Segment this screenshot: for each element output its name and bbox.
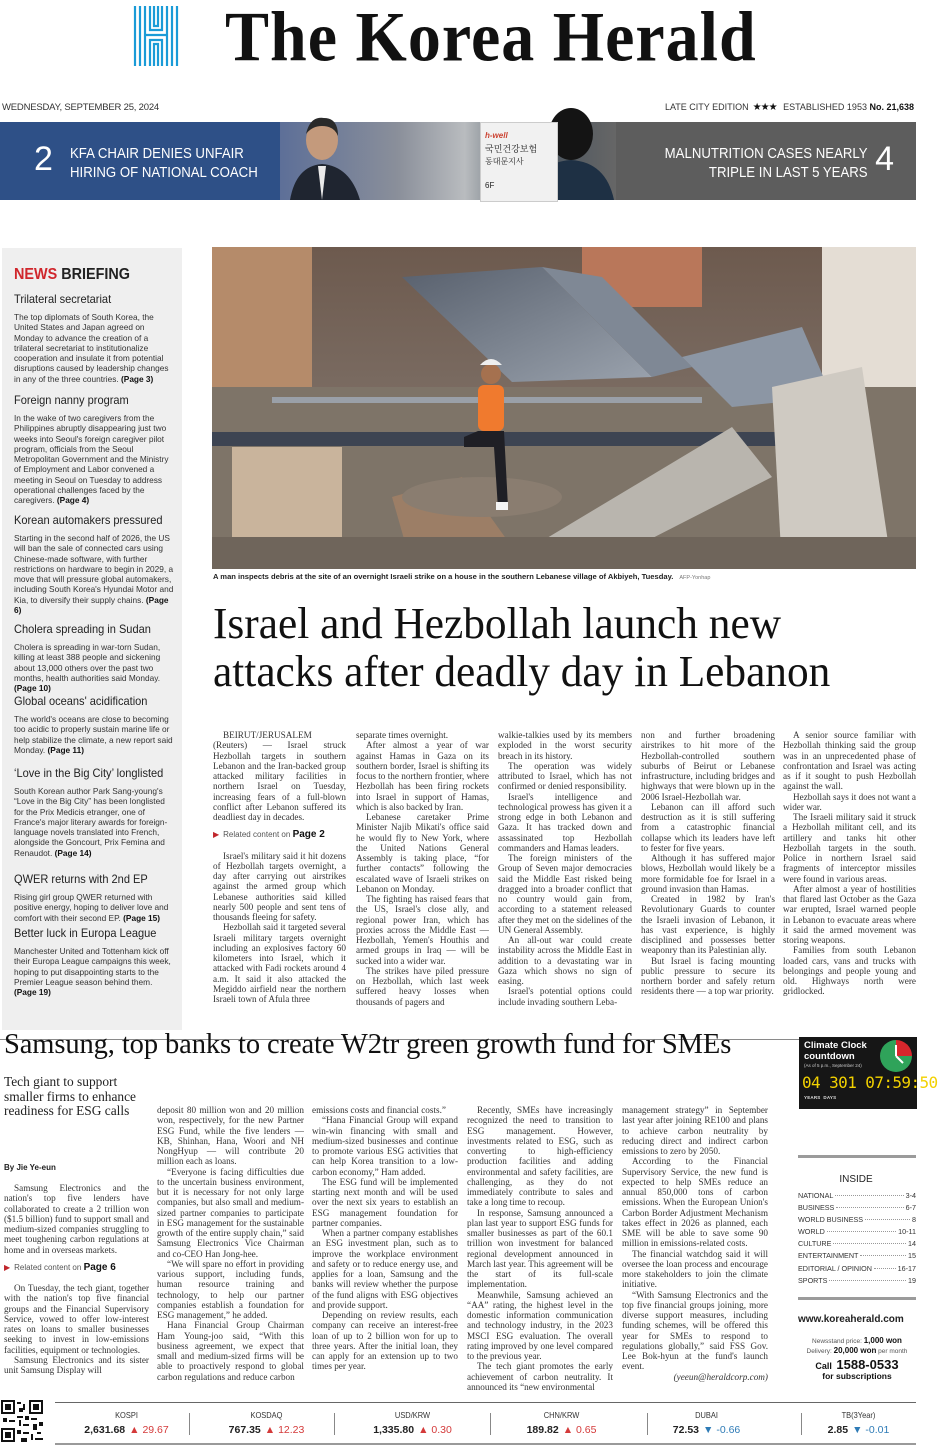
market-change: ▲ 0.65 xyxy=(562,1424,597,1436)
briefing-page-ref[interactable]: (Page 10) xyxy=(14,683,51,694)
paragraph: separate times overnight. xyxy=(356,730,449,740)
related-page: Page 2 xyxy=(292,829,325,841)
market-change: ▲ 29.67 xyxy=(129,1424,169,1436)
market-value: 72.53 xyxy=(672,1424,700,1436)
teaser-right[interactable] xyxy=(616,122,916,200)
briefing-item[interactable] xyxy=(14,694,174,755)
market-name: TB(3Year) xyxy=(841,1410,876,1420)
inside-title: INSIDE xyxy=(839,1174,873,1185)
paragraph: “Hana Financial Group will expand win-win financing with small and medium-sized businesses and continue to promote various ESG activities that can help Korea transition to a low-carbon economy,” Ham added. xyxy=(312,1115,458,1177)
paragraph: non and further broadening airstrikes to hit more of the Hezbollah-controlled southern suburbs of Beirut or Lebanese infrastructure, including bridges and highways that were blown up in the 2006 Israel-Hezbollah war. xyxy=(641,730,775,802)
second-story-column-5 xyxy=(622,1105,768,1382)
call-label: Call xyxy=(815,1361,832,1371)
briefing-title xyxy=(14,266,130,284)
teaser-line: HIRING OF NATIONAL COACH xyxy=(70,164,258,181)
teaser-page-number: 4 xyxy=(875,140,894,178)
briefing-item[interactable] xyxy=(14,872,174,923)
briefing-title-rest: BRIEFING xyxy=(61,266,131,283)
arrow-up-icon: ▲ xyxy=(562,1424,576,1436)
related-content-link[interactable] xyxy=(213,830,346,840)
edition-label: LATE CITY EDITION xyxy=(664,102,749,112)
market-item-dubai[interactable] xyxy=(635,1403,778,1443)
paragraph: Created in 1982 by Iran's Revolutionary Guards to counter the Israeli invasion of Lebanon, it has vast experience, is highly disciplined and possesses better weaponry than its Palestinian ally. xyxy=(641,894,775,956)
climate-clock-labels xyxy=(804,1095,836,1100)
official-photo-icon xyxy=(290,110,360,200)
second-story-column-1 xyxy=(4,1183,149,1375)
teaser-left[interactable] xyxy=(0,122,280,200)
climate-clock-widget xyxy=(799,1037,938,1109)
paragraph: The fighting has raised fears that the US, Israel's close ally, and regional power Iran, which has proxies across the Middle East — Hezbollah, Yemen's Houthis and armed groups in Iraq — will be sucked into a wider war. xyxy=(356,894,489,966)
paragraph: Meanwhile, Samsung achieved an “AA” rating, the highest level in the domestic information communication and technology industry, in the 2023 MSCI ESG evaluation. The overall rating improved by one level compared to the previous year. xyxy=(467,1289,613,1361)
market-ticker xyxy=(55,1402,916,1445)
paragraph: But Israel is facing mounting public pressure to secure its northern border and safely return residents there — a top war priority. xyxy=(641,955,775,997)
briefing-page-ref[interactable]: (Page 15) xyxy=(123,912,161,923)
byline: By Jie Ye-eun xyxy=(4,1163,56,1172)
paragraph: The foreign ministers of the Group of Seven major democracies said the Middle East risked being dragged into a broader conflict that no country would gain from, according to a statement released after they met on the sidelines of the UN General Assembly. xyxy=(498,853,632,935)
briefing-item[interactable] xyxy=(14,766,174,858)
briefing-item[interactable] xyxy=(14,292,174,384)
triangle-right-icon: ▶ xyxy=(213,830,220,840)
climate-clock-title: Climate Clock countdown xyxy=(804,1040,867,1062)
market-change: ▲ 12.23 xyxy=(264,1424,305,1436)
briefing-item-body: Manchester United and Tottenham kick off their Europa League campaigns this week, hoping to put disappointing starts to the Premier League season behind them. (Page 19) xyxy=(14,946,171,998)
related-prefix: Related content on xyxy=(223,830,291,840)
briefing-item-title[interactable]: Korean automakers pressured xyxy=(14,513,163,527)
qr-code-icon[interactable] xyxy=(1,1400,43,1442)
paragraph: Israel's military said it hit dozens of Hezbollah targets overnight, a day after carrying out airstrikes against the armed group which Lebanese authorities said killed nearly 500 people and sent tens of thousands fleeing for safety. xyxy=(213,850,346,922)
briefing-item-title[interactable]: ‘Love in the Big City’ longlisted xyxy=(14,766,164,780)
paragraph: In response, Samsung announced a plan last year to support ESG funds for smaller businesses as part of the 60.1 trillion won investment for balanced regional development announced in March last year. This agreement will be the start of its full-scale implementation. xyxy=(467,1207,613,1290)
call-suffix: for subscriptions xyxy=(822,1371,892,1381)
paragraph: A senior source familiar with Hezbollah thinking said the group was in an unprecedented phase of confrontation and Israel was acting as if it sought to push Hezbollah against the wall. xyxy=(783,730,916,792)
market-change: ▲ 0.30 xyxy=(418,1424,452,1436)
author-email[interactable]: (yeeun@heraldcorp.com) xyxy=(673,1371,768,1382)
ticker-separator xyxy=(189,1413,190,1435)
paragraph: Israel's intelligence and technological prowess has given it a strong edge in both Lebanon and Gaza. It has tracked down and assassinated top Hezbollah commanders and Hamas leaders. xyxy=(498,791,632,853)
issue-number: No. 21,638 xyxy=(869,102,914,112)
masthead-title[interactable]: The Korea Herald xyxy=(225,0,757,77)
paragraph: “Everyone is facing difficulties due to the uncertain business environment, but it is necessary for not only large companies, but also small and medium-sized partner companies to participate in ESG management for the sustainable growth of the entire supply chain,” said Samsung Electronics Vice Chairman and co-CEO Han Jong-hee. xyxy=(157,1166,304,1259)
edition-info xyxy=(665,102,914,113)
paragraph: When a partner company establishes an ESG investment plan, such as to improve the workplace environment and safety or to reduce energy use, and applies for a loan, Samsung and the banks will review whether the purpose of the fund aligns with ESG objectives and provide support. xyxy=(312,1228,458,1310)
arrow-down-icon: ▼ xyxy=(852,1424,866,1436)
edition-stars: ★★★ xyxy=(752,102,777,113)
paragraph: The strikes have piled pressure on Hezbollah, which last week suffered heavy losses when thousands of pagers and xyxy=(356,965,489,1007)
market-item-kospi[interactable] xyxy=(55,1403,198,1443)
lead-story-column-1 xyxy=(213,730,346,1004)
paragraph: walkie-talkies used by its members exploded in the worst security breach in its history. xyxy=(498,730,632,761)
teaser-line: MALNUTRITION CASES NEARLY xyxy=(665,145,868,162)
paragraph: Samsung Electronics and the nation's top five lenders have collaborated to create a 2 trillion won ($1.5 billion) fund to support small and medium-sized companies struggling to meet toughening carbon regulations at home and in overseas markets. xyxy=(4,1183,149,1255)
briefing-item[interactable] xyxy=(14,926,174,997)
paragraph: Lebanese caretaker Prime Minister Najib Mikati's office said he would fly to New York, where the United Nations General Assembly is taking place, “for further contacts” following the escalated wave of Israeli strikes on Lebanon on Monday. xyxy=(356,812,489,894)
briefing-page-ref[interactable]: (Page 19) xyxy=(14,987,51,998)
paragraph: deposit 80 million won and 20 million won, respectively, for the new Partner ESG Fund, while the five lenders — KB, Shinhan, Hana, Woori and NH NongHyup — will contribute 20 million each as loans. xyxy=(157,1105,304,1167)
lead-story-column-3 xyxy=(498,730,632,1007)
briefing-item-body: Starting in the second half of 2026, the US will ban the sale of connected cars using Chinese-made software, with further restrictions on hardware to begin in 2029, a move that will pressure global automakers, including South Korea's Hyundai Motor and Kia, to diversify their supply chains. (Page 6) xyxy=(14,533,174,616)
teaser-line: KFA CHAIR DENIES UNFAIR xyxy=(70,145,244,162)
related-prefix: Related content on xyxy=(14,1262,82,1272)
briefing-page-ref[interactable]: (Page 4) xyxy=(56,495,90,506)
inside-row[interactable]: CULTURE 14 xyxy=(798,1239,916,1249)
paragraph: “We will spare no effort in providing various support, including funds, human resource training and technology, to help our partner companies establish a foundation for ESG management,” he added. xyxy=(157,1258,304,1320)
briefing-item-body: In the wake of two caregivers from the Philippines abruptly disappearing just two weeks into Seoul's foreign caregiver pilot program, officials from the Seoul Metropolitan Government and the Ministry of Employment and Labor convened a meeting in Seoul on Tuesday to address operational challenges faced by the caregivers. (Page 4) xyxy=(14,413,169,506)
arrow-up-icon: ▲ xyxy=(418,1424,432,1436)
related-page: Page 6 xyxy=(83,1261,116,1273)
briefing-item-body: Rising girl group QWER returned with positive energy, hoping to deliver love and comfort with their second EP. (Page 15) xyxy=(14,892,169,923)
paragraph: Lebanon can ill afford such destruction as it is still suffering from a catastrophic financial collapse which its leaders have left to fester for five years. xyxy=(641,801,775,853)
briefing-item-title[interactable]: Cholera spreading in Sudan xyxy=(14,622,151,636)
paragraph: Hezbollah says it does not want a wider war. xyxy=(783,791,916,812)
paragraph: Depending on review results, each company can receive an interest-free loan of up to 2 billion won for up to three years. After the initial loan, they can apply for an extension up to two times per year. xyxy=(312,1310,458,1372)
inside-row[interactable]: NATIONAL 3-4 xyxy=(798,1191,916,1200)
teaser-band xyxy=(0,122,916,200)
lead-photo[interactable] xyxy=(212,247,916,569)
market-name: KOSPI xyxy=(115,1410,138,1420)
arrow-up-icon: ▲ xyxy=(129,1424,143,1436)
briefing-item-body: South Korean author Park Sang-young's “Love in the Big City” has been longlisted for the Prix Medicis etranger, one of France's major literary awards for foreign-language novels translated into French, alongside the Goncourt, Prix Femina and Renaudot. (Page 14) xyxy=(14,786,168,858)
inside-row[interactable]: BUSINESS 6-7 xyxy=(798,1203,916,1213)
briefing-item[interactable] xyxy=(14,513,174,615)
market-value: 2.85 xyxy=(827,1424,849,1436)
paragraph: Hana Financial Group Chairman Ham Young-joo said, “With this business agreement, we expect that small and medium-sized firms will be able to proactively respond to global carbon regulations and reduce carbon xyxy=(157,1320,304,1382)
paragraph: Samsung Electronics and its sister unit Samsung Display will xyxy=(4,1354,149,1375)
second-deck: Tech giant to support smaller firms to enhance readiness for ESG calls xyxy=(4,1074,136,1118)
rubble-photo-icon xyxy=(212,247,916,569)
briefing-item-body: Cholera is spreading in war-torn Sudan, killing at least 388 people and sickening about 13,000 others over the past two months, health authorities said Monday. (Page 10) xyxy=(14,642,161,694)
paragraph: Recently, SMEs have increasingly recognized the need to transition to ESG management. However, investments related to ESG, such as converting to high-efficiency production facilities and adding environmental and safety facilities, are challenging, as they do not immediately contribute to sales and take a long time to recoup. xyxy=(467,1105,613,1208)
teaser-photo-strip xyxy=(280,122,616,200)
clock-years: 04 xyxy=(802,1073,821,1092)
second-story-column-4 xyxy=(467,1105,613,1392)
market-name: CHN/KRW xyxy=(543,1410,580,1420)
clock-face-icon xyxy=(879,1039,913,1073)
paragraph: Families from south Lebanon loaded cars, vans and trucks with belongings and people young and old. Highways north were gridlocked. xyxy=(783,945,916,997)
delivery-label: Delivery: xyxy=(806,1348,832,1355)
inside-row[interactable]: ENTERTAINMENT 15 xyxy=(798,1251,916,1261)
paragraph: Israel's potential options could include invading southern Leba- xyxy=(498,986,632,1007)
briefing-item-body: The world's oceans are close to becoming too acidic to properly sustain marine life or help stabilize the climate, a new report said Monday. (Page 11) xyxy=(14,714,173,755)
rail-divider xyxy=(798,1297,916,1300)
market-value: 767.35 xyxy=(228,1424,261,1436)
briefing-item-title[interactable]: Global oceans' acidification xyxy=(14,694,148,708)
arrow-down-icon: ▼ xyxy=(703,1424,717,1436)
lead-story-column-5 xyxy=(783,730,916,997)
photo-caption xyxy=(213,572,710,581)
delivery-price: 20,000 won xyxy=(833,1346,877,1355)
rail-divider xyxy=(798,1155,916,1158)
sign-brand: h-well xyxy=(485,131,508,140)
paragraph: The Israeli military said it struck a Hezbollah militant cell, and its artillery and tanks hit other Hezbollah targets in the south. Police in northern Israel said fragments of interceptor missiles were found in various areas. xyxy=(783,812,916,884)
paragraph: An all-out war could create instability across the Middle East in addition to a devastating war in Gaza which shows no sign of easing. xyxy=(498,935,632,986)
briefing-item-title[interactable]: Trilateral secretariat xyxy=(14,292,112,306)
briefing-page-ref[interactable]: (Page 11) xyxy=(47,744,84,755)
paragraph: The tech giant promotes the early achievement of carbon neutrality. It announced its “new environmental xyxy=(467,1361,613,1392)
delivery-suffix: per month xyxy=(878,1348,908,1355)
korea-herald-logo-icon xyxy=(133,4,179,68)
call-number[interactable]: 1588-0533 xyxy=(836,1357,899,1372)
sign-line: 국민건강보험 xyxy=(485,144,538,154)
dateline: WEDNESDAY, SEPTEMBER 25, 2024 xyxy=(2,102,159,113)
market-name: USD/KRW xyxy=(394,1410,431,1420)
caption-text: A man inspects debris at the site of an overnight Israeli strike on a house in the southern Lebanese village of Akbiyeh, Tuesday. xyxy=(213,572,674,581)
lead-headline[interactable]: Israel and Hezbollah launch new attacks after deadly day in Lebanon xyxy=(213,599,831,696)
paragraph: After almost a year of war against Hamas in Gaza on its southern border, Israel is shifting its focus to the northern frontier, where Hezbollah has been firing rockets into Israel in support of Hamas, which is also backed by Iran. xyxy=(356,740,489,812)
market-item-kosdaq[interactable] xyxy=(195,1403,338,1443)
market-value: 189.82 xyxy=(526,1424,559,1436)
paragraph: BEIRUT/JERUSALEM (Reuters) — Israel struck Hezbollah targets in southern Lebanon and the Iran-backed group attacked military facilities in northern Israel on Tuesday, increasing fears of a full-blown conflict after Lebanon suffered its deadliest day in decades. xyxy=(213,730,346,822)
ticker-separator xyxy=(334,1413,335,1435)
second-headline[interactable]: Samsung, top banks to create W2tr green growth fund for SMEs xyxy=(4,1029,732,1060)
paragraph: The operation was widely attributed to Israel, which has not confirmed or denied responsibility. xyxy=(498,760,632,792)
sign-line: 동대문지사 xyxy=(485,157,524,166)
market-change: ▼ -0.01 xyxy=(852,1424,890,1436)
market-name: DUBAI xyxy=(695,1410,718,1420)
briefing-item[interactable] xyxy=(14,393,174,506)
briefing-title-news: NEWS xyxy=(14,266,58,283)
photo-credit: AFP-Yonhap xyxy=(679,575,711,581)
paragraph: The ESG fund will be implemented starting next month and will be used over the next six years to establish an ESG management foundation for partner companies. xyxy=(312,1176,458,1228)
briefing-item-title[interactable]: Foreign nanny program xyxy=(14,393,129,407)
climate-clock-as-of: (As of 5 p.m., September 24) xyxy=(804,1063,862,1068)
newsstand-label: Newsstand price: xyxy=(812,1338,862,1345)
teaser-headline[interactable] xyxy=(665,144,868,182)
website-link[interactable]: www.koreaherald.com xyxy=(798,1314,904,1325)
market-change: ▼ -0.66 xyxy=(703,1424,741,1436)
lead-story-column-4 xyxy=(641,730,775,997)
paragraph: After almost a year of hostilities that flared last October as the Gaza war erupted, Israel warned people in Lebanon to evacuate areas where it said the armed movement was storing weapons. xyxy=(783,883,916,945)
market-item-usd-krw[interactable] xyxy=(341,1403,484,1443)
market-value: 2,631.68 xyxy=(84,1424,126,1436)
clock-days: 301 xyxy=(829,1073,857,1092)
newsstand-price: 1,000 won xyxy=(863,1336,902,1345)
briefing-page-ref[interactable]: (Page 6) xyxy=(14,594,169,616)
paragraph: emissions costs and financial costs.” xyxy=(312,1105,446,1115)
price-info xyxy=(798,1336,916,1356)
briefing-item-body: The top diplomats of South Korea, the United States and Japan agreed on Monday to advance the creation of a trilateral secretariat to institutionalize cooperation and insulate it from potential disruptions caused by leadership changes in any of the three countries. (Page 3) xyxy=(14,312,169,384)
briefing-page-ref[interactable]: (Page 3) xyxy=(121,373,154,384)
market-value: 1,335.80 xyxy=(373,1424,415,1436)
market-name: KOSDAQ xyxy=(250,1410,283,1420)
briefing-item-title[interactable]: Better luck in Europa League xyxy=(14,926,157,940)
paragraph: “With Samsung Electronics and the top five financial groups joining, more diverse support measures, including funding schemes, will be offered this year for SMEs to respond to regulations globally,” said FSS Gov. Lee Bok-hyun at the fund's launch event. xyxy=(622,1289,768,1372)
paragraph: According to the Financial Supervisory Service, the new fund is expected to help SMEs reduce an annual 850,000 tons of carbon emissions. When the European Union's Carbon Border Adjustment Mechanism takes effect in 2026 as planned, each SME will be able to save some 90 million in emissions-related costs. xyxy=(622,1156,768,1249)
briefing-page-ref[interactable]: (Page 14) xyxy=(54,847,92,858)
news-briefing-sidebar xyxy=(2,248,182,1030)
teaser-headline[interactable] xyxy=(70,144,258,182)
second-story-column-3 xyxy=(312,1105,458,1372)
teaser-page-number: 2 xyxy=(34,140,53,178)
paragraph: management strategy” in September last year after joining RE100 and plans to achieve carbon neutrality by reducing direct and indirect carbon emissions to zero by 2050. xyxy=(622,1105,768,1156)
clock-days-label: DAYS xyxy=(823,1095,837,1100)
inside-row[interactable]: SPORTS 19 xyxy=(798,1275,916,1285)
arrow-up-icon: ▲ xyxy=(264,1424,279,1436)
briefing-item-title[interactable]: QWER returns with 2nd EP xyxy=(14,872,148,886)
market-item-chn-krw[interactable] xyxy=(490,1403,633,1443)
climate-clock-digits xyxy=(802,1073,938,1092)
paragraph: On Tuesday, the tech giant, together with the nation's top five financial groups and the Financial Supervisory Service, vowed to offer low-interest rates on loans to smaller businesses seeking to invest in low-emissions facilities, equipment or technologies. xyxy=(4,1283,149,1355)
insurance-office-sign xyxy=(480,122,558,202)
inside-row[interactable]: WORLD BUSINESS 8 xyxy=(798,1215,916,1225)
established-label: ESTABLISHED 1953 xyxy=(783,102,867,112)
sign-floor: 6F xyxy=(485,181,495,190)
second-story-column-2 xyxy=(157,1105,304,1382)
clock-years-label: YEARS xyxy=(804,1095,821,1100)
related-content-link[interactable] xyxy=(4,1263,149,1273)
inside-row[interactable]: EDITORIAL / OPINION 16-17 xyxy=(798,1263,916,1273)
lead-story-column-2 xyxy=(356,730,489,1007)
market-item-tb-3year[interactable] xyxy=(787,1403,930,1443)
paragraph: The financial watchdog said it will oversee the loan process and encourage more stakeholders to join the climate initiative. xyxy=(622,1248,768,1290)
clock-time: 07:59:50 xyxy=(865,1073,938,1092)
inside-index xyxy=(798,1190,916,1287)
triangle-right-icon: ▶ xyxy=(4,1262,11,1272)
paragraph: Although it has suffered major blows, Hezbollah would likely be a more formidable foe for Israel in a ground invasion than Hamas. xyxy=(641,853,775,894)
paragraph: Hezbollah said it targeted several Israeli military targets overnight including an explosives factory 60 kilometers into Israel, which it attacked with Fadi rockets around 4 a.m. It said it also attacked the Megiddo airfield near the northern Israeli town of Afula three xyxy=(213,922,346,1004)
subscription-call xyxy=(798,1357,916,1381)
inside-row[interactable]: WORLD 10-11 xyxy=(798,1227,916,1237)
teaser-line: TRIPLE IN LAST 5 YEARS xyxy=(709,164,868,181)
briefing-item[interactable] xyxy=(14,622,174,693)
